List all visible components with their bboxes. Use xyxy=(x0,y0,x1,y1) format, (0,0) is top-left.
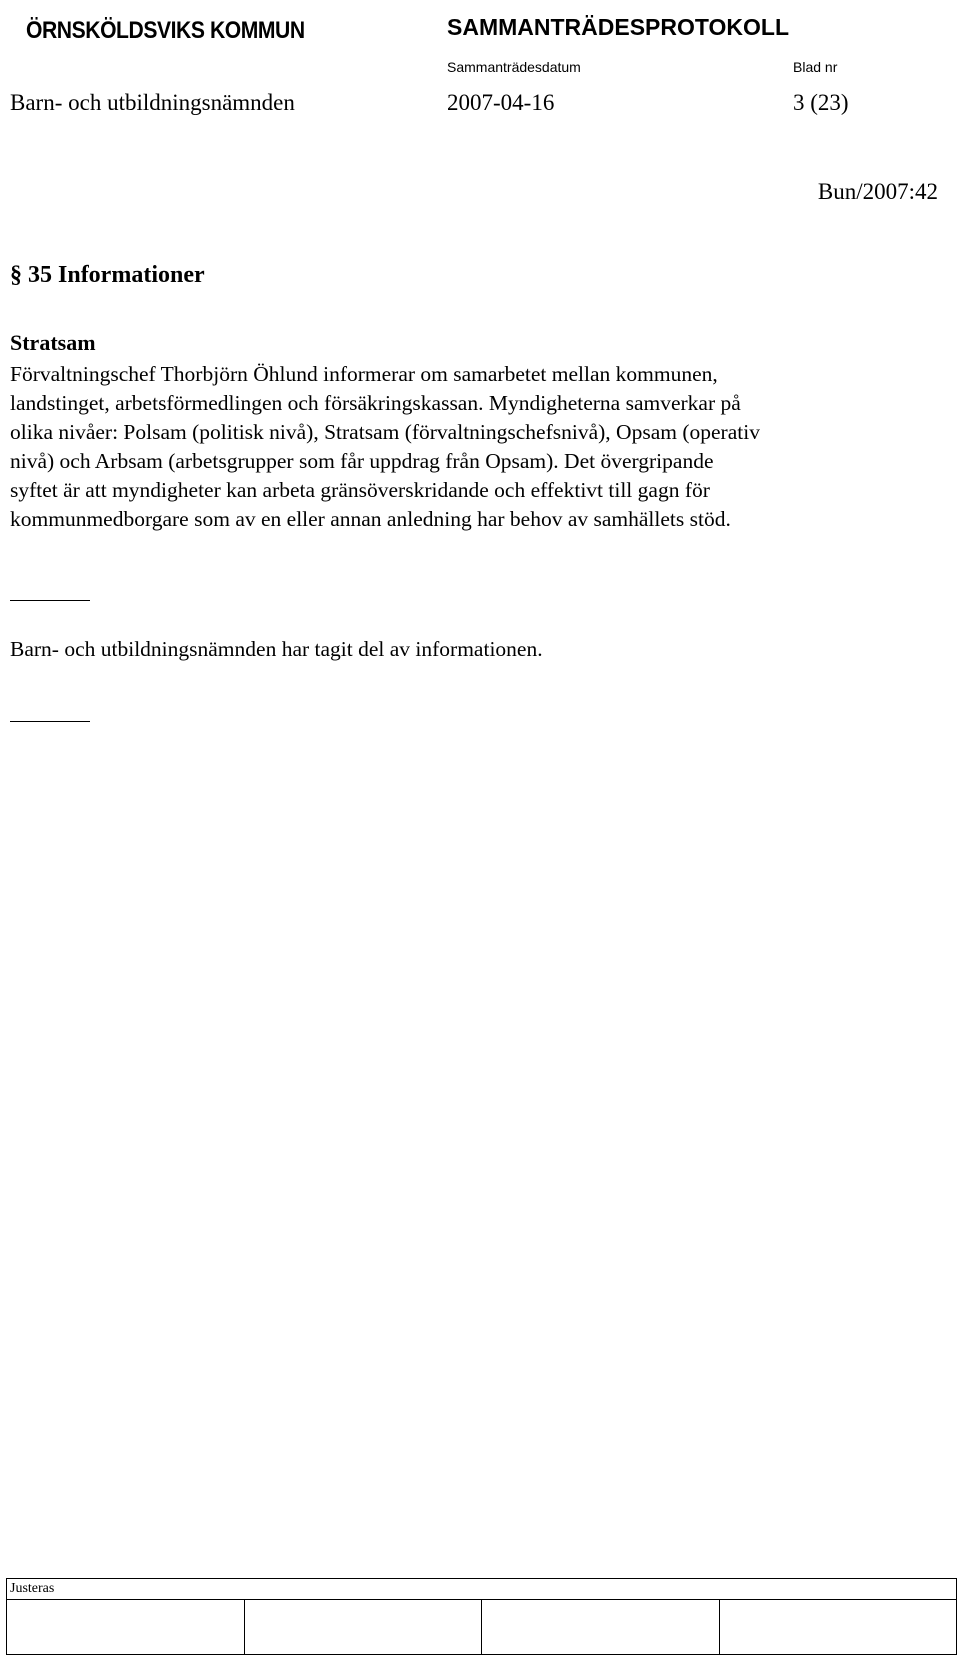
signature-box xyxy=(482,1600,720,1655)
paragraph-line: kommunmedborgare som av en eller annan anledning har behov av samhällets stöd. xyxy=(10,507,731,531)
separator-line xyxy=(10,721,90,722)
section-title: § 35 Informationer xyxy=(10,262,205,288)
section-subheading: Stratsam xyxy=(10,330,96,355)
logo-text: ÖRNSKÖLDSVIKS KOMMUN xyxy=(26,17,305,44)
decision-text: Barn- och utbildningsnämnden har tagit del av informationen. xyxy=(10,637,543,661)
meeting-date-label: Sammanträdesdatum xyxy=(447,59,581,75)
paragraph-line: Förvaltningschef Thorbjörn Öhlund informerar om samarbetet mellan kommunen, xyxy=(10,362,718,386)
separator-line xyxy=(10,600,90,601)
document-title: SAMMANTRÄDESPROTOKOLL xyxy=(447,14,790,40)
paragraph-line: landstinget, arbetsförmedlingen och försäkringskassan. Myndigheterna samverkar på xyxy=(10,391,741,415)
signature-box xyxy=(244,1600,482,1655)
justeras-label: Justeras xyxy=(7,1579,957,1600)
signature-box xyxy=(7,1600,245,1655)
information-paragraph xyxy=(10,360,950,534)
paragraph-line: olika nivåer: Polsam (politisk nivå), Stratsam (förvaltningschefsnivå), Opsam (operativ xyxy=(10,420,760,444)
paragraph-line: nivå) och Arbsam (arbetsgrupper som får uppdrag från Opsam). Det övergripande xyxy=(10,449,714,473)
page-number: 3 (23) xyxy=(793,90,849,115)
meeting-date: 2007-04-16 xyxy=(447,90,555,115)
municipality-logo xyxy=(18,6,318,56)
board-name: Barn- och utbildningsnämnden xyxy=(10,90,295,115)
page-number-label: Blad nr xyxy=(793,59,838,75)
case-reference: Bun/2007:42 xyxy=(817,179,938,204)
signature-box xyxy=(719,1600,957,1655)
paragraph-line: syftet är att myndigheter kan arbeta gränsöverskridande och effektivt till gagn för xyxy=(10,478,710,502)
justeras-signature-table xyxy=(6,1578,957,1655)
